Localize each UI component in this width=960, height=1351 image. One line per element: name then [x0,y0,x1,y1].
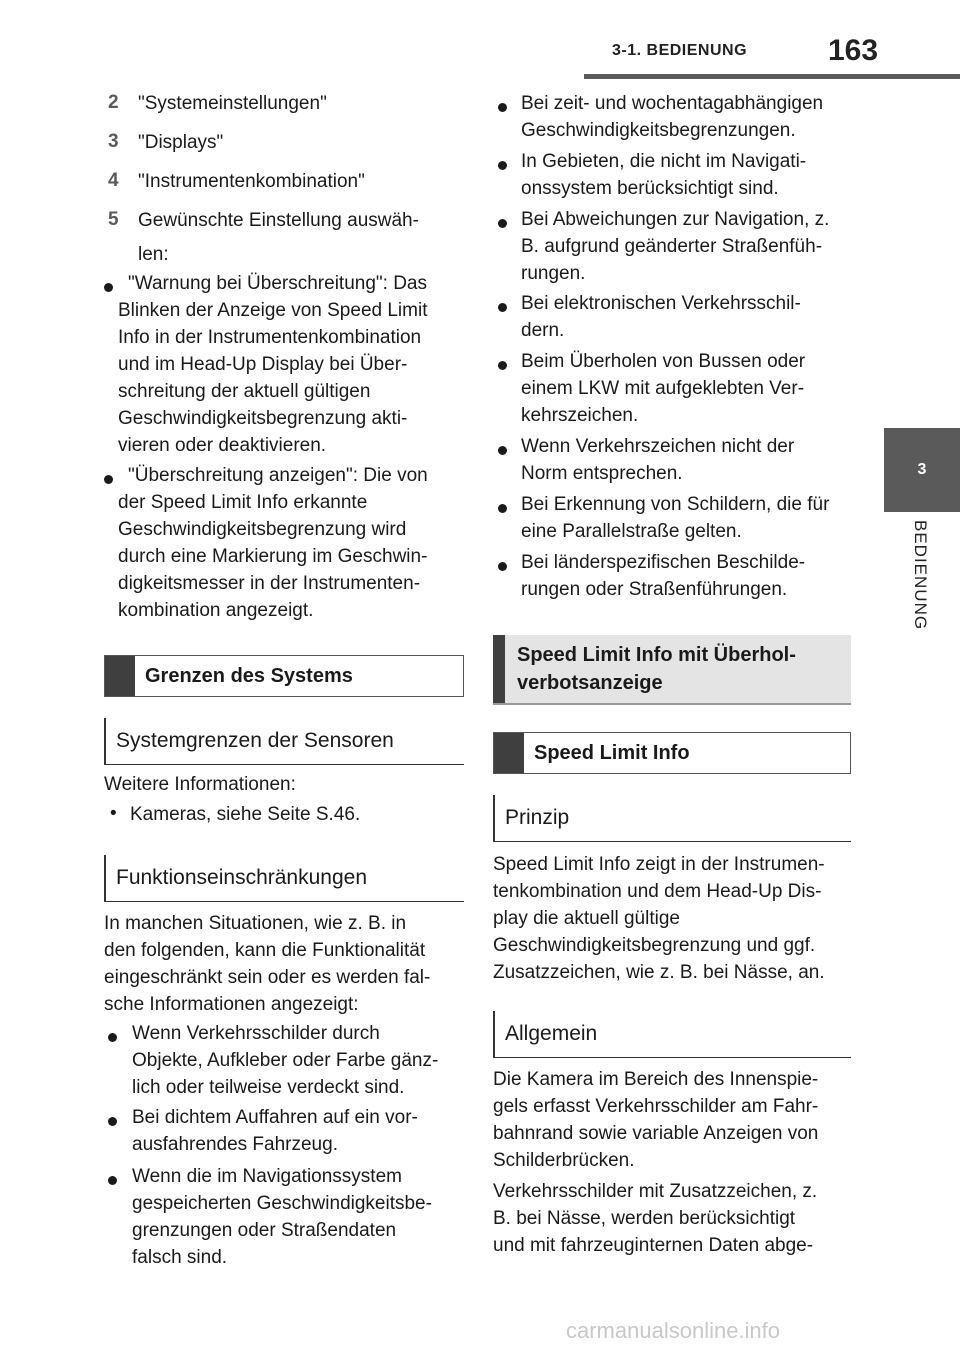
bullet-icon [498,161,507,170]
principle-line: Geschwindigkeitsbegrenzung und ggf. [493,935,816,956]
list-item-line: Bei dichtem Auffahren auf ein vor- [132,1107,418,1128]
principle-line: tenkombination und dem Head-Up Dis- [493,881,822,902]
bullet-icon [104,475,113,484]
list-item-line: Norm entsprechen. [521,463,683,484]
intro-line: den folgenden, kann die Funktionalität [104,940,426,961]
bullet-icon [498,361,507,370]
list-item-line: Wenn die im Navigationssystem [132,1166,402,1187]
additional-line: und mit fahrzeuginternen Daten abge- [493,1235,814,1256]
bullet-icon [498,446,507,455]
chapter-number: 3 [917,461,927,478]
subhead-text: Systemgrenzen der Sensoren [116,729,394,752]
heading-system-limits [104,655,464,697]
heading-bar [105,656,135,696]
subhead-text: Prinzip [505,806,570,829]
watermark: carmanualsonline.info [566,1318,781,1343]
intro-line: In manchen Situationen, wie z. B. in [104,913,407,934]
intro-line: eingeschränkt sein oder es werden fal- [104,967,431,988]
list-item-line: In Gebieten, die nicht im Navigati- [521,151,807,172]
list-item-line: vieren oder deaktivieren. [118,435,327,456]
list-item-line: Bei länderspezifischen Beschilde- [521,552,806,573]
principle-line: play die aktuell gültige [493,908,680,929]
list-item-line: lich oder teilweise verdeckt sind. [132,1077,405,1098]
list-item-line: schreitung der aktuell gültigen [118,381,371,402]
list-item-line: onssystem berücksichtigt sind. [521,178,779,199]
list-item-line: kombination angezeigt. [118,600,314,621]
subhead-text: Allgemein [505,1022,598,1045]
list-item-line: Info in der Instrumentenkombination [118,327,422,348]
heading-text: Speed Limit Info [534,741,690,764]
principle-line: Speed Limit Info zeigt in der Instrumen- [493,854,825,875]
step-number: 2 [108,92,119,113]
subhead-general [493,1011,851,1058]
chapter-label: BEDIENUNG [911,520,930,631]
list-item-line: durch eine Markierung im Geschwin- [118,546,428,567]
heading-bar [493,635,505,703]
subhead-sensors [104,718,464,765]
bullet-icon [108,1033,117,1042]
list-item-line: "Warnung bei Überschreitung": Das [128,273,427,294]
list-item-line: einem LKW mit aufgeklebten Ver- [521,378,805,399]
heading-line: Speed Limit Info mit Überhol- [517,644,796,666]
step-number: 5 [108,209,119,230]
more-info: Weitere Informationen: [104,774,296,795]
list-item-line: gespeicherten Geschwindigkeitsbe- [132,1193,432,1214]
bullet-icon [108,1176,117,1185]
list-item-line: Wenn Verkehrszeichen nicht der [521,436,795,457]
list-item-line: Bei elektronischen Verkehrsschil- [521,293,801,314]
list-item-line: Geschwindigkeitsbegrenzung akti- [118,408,408,429]
step-text: "Systemeinstellungen" [138,93,327,114]
bullet-icon [498,103,507,112]
list-item-line: B. aufgrund geänderter Straßenfüh- [521,236,823,257]
bullet-icon [498,303,507,312]
bullet-icon [498,219,507,228]
list-item-line: digkeitsmesser in der Instrumenten- [118,573,421,594]
list-item-line: rungen oder Straßenführungen. [521,579,788,600]
list-item-line: falsch sind. [132,1247,228,1268]
cameras-item: Kameras, siehe Seite S.46. [130,804,361,825]
list-item-line: Bei Abweichungen zur Navigation, z. [521,209,830,230]
list-item-line: Geschwindigkeitsbegrenzung wird [118,519,407,540]
list-item-line: Bei zeit- und wochentagabhängigen [521,93,824,114]
list-item-line: Blinken der Anzeige von Speed Limit [118,300,428,321]
step-text-cont: len: [138,244,169,265]
list-item-line: grenzungen oder Straßendaten [132,1220,397,1241]
list-item-line: ausfahrendes Fahrzeug. [132,1134,338,1155]
general-line: Die Kamera im Bereich des Innenspie- [493,1069,819,1090]
header-rule [584,74,960,79]
heading-overtaking-info [493,635,851,705]
subhead-principle [493,795,851,842]
list-item-line: dern. [521,320,565,341]
bullet-icon [104,283,113,292]
list-item-line: Objekte, Aufkleber oder Farbe gänz- [132,1050,439,1071]
list-item-line: rungen. [521,263,586,284]
page-number: 163 [828,34,879,67]
bullet-icon [108,1117,117,1126]
subhead-function [104,855,464,902]
heading-bar [494,733,524,773]
dot-bullet-icon: • [110,803,117,824]
list-item-line: und im Head-Up Display bei Über- [118,354,408,375]
heading-speed-limit-info [493,732,851,774]
section-title: 3-1. BEDIENUNG [612,42,748,59]
additional-line: B. bei Nässe, werden berücksichtigt [493,1208,796,1229]
intro-line: sche Informationen angezeigt: [104,994,359,1015]
list-item-line: Wenn Verkehrsschilder durch [132,1023,380,1044]
list-item-line: Geschwindigkeitsbegrenzungen. [521,120,796,141]
list-item-line: Beim Überholen von Bussen oder [521,351,806,372]
step-text: Gewünschte Einstellung auswäh- [138,210,419,231]
subhead-text: Funktionseinschränkungen [116,866,367,889]
additional-line: Verkehrsschilder mit Zusatzzeichen, z. [493,1181,818,1202]
heading-text: Grenzen des Systems [145,664,353,687]
principle-line: Zusatzzeichen, wie z. B. bei Nässe, an. [493,962,825,983]
chapter-tab [884,428,960,512]
general-line: gels erfasst Verkehrsschilder am Fahr- [493,1096,819,1117]
list-item-line: kehrszeichen. [521,405,639,426]
list-item-line: eine Parallelstraße gelten. [521,521,742,542]
step-text: "Displays" [138,132,224,153]
bullet-icon [498,562,507,571]
general-line: Schilderbrücken. [493,1150,635,1171]
general-line: bahnrand sowie variable Anzeigen von [493,1123,819,1144]
step-number: 4 [108,170,119,191]
list-item-line: Bei Erkennung von Schildern, die für [521,494,830,515]
list-item-line: "Überschreitung anzeigen": Die von [128,465,428,486]
step-text: "Instrumentenkombination" [138,171,365,192]
bullet-icon [498,504,507,513]
heading-line: verbotsanzeige [517,672,663,694]
list-item-line: der Speed Limit Info erkannte [118,492,368,513]
heading-text [505,635,808,703]
step-number: 3 [108,131,119,152]
